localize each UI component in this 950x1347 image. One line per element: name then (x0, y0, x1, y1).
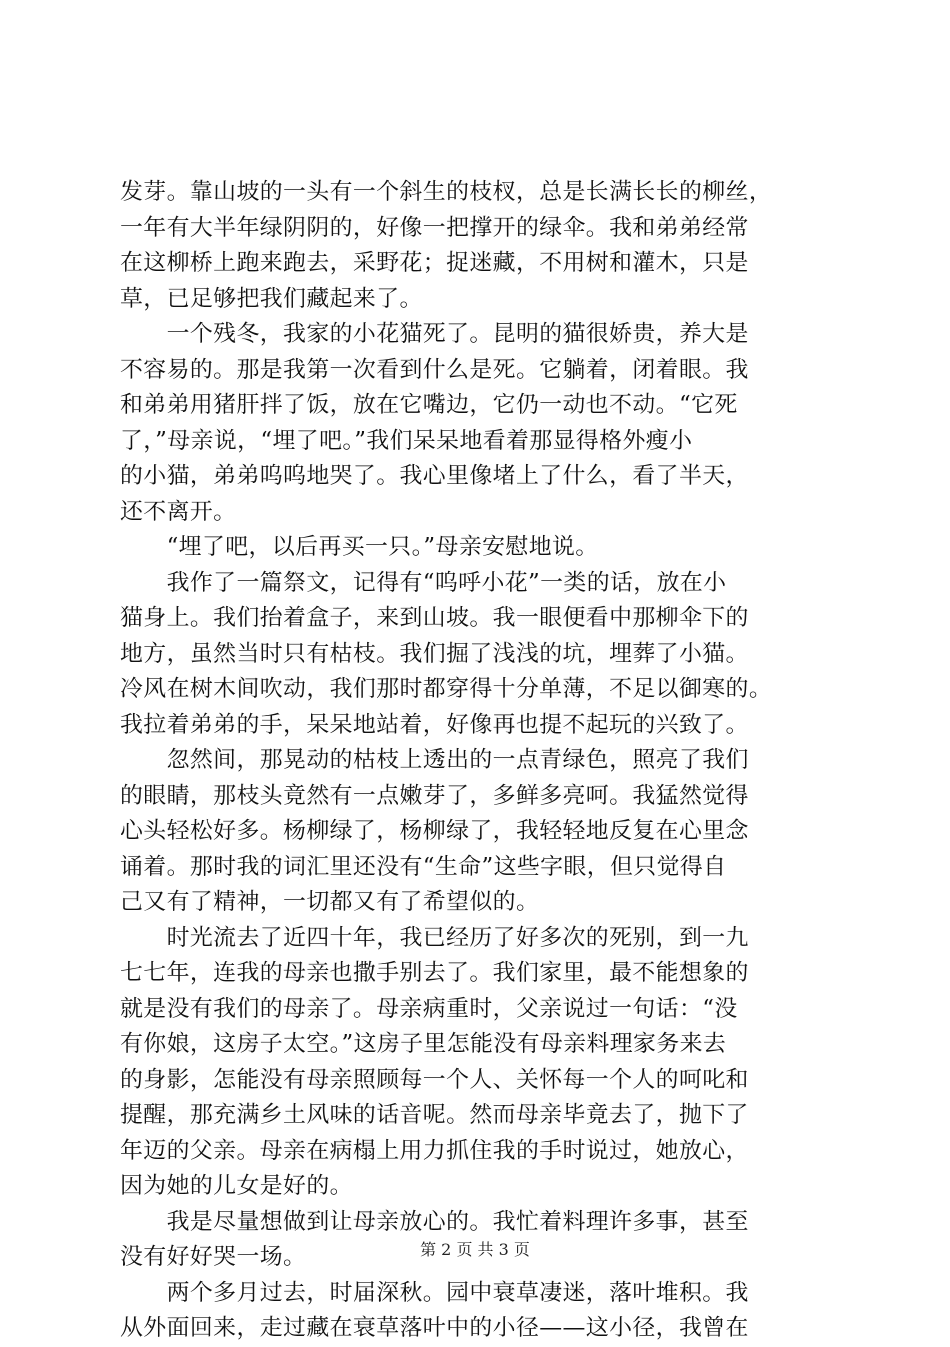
text-line: 和弟弟用猪肝拌了饭，放在它嘴边，它仍一动也不动。“它死 (120, 392, 738, 418)
text-line: 心头轻松好多。杨柳绿了，杨柳绿了，我轻轻地反复在心里念 (120, 818, 749, 844)
text-line: 地方，虽然当时只有枯枝。我们掘了浅浅的坑，埋葬了小猫。 (120, 640, 749, 667)
text-line: 从外面回来，走过藏在衰草落叶中的小径——这小径，我曾在 (120, 1315, 749, 1341)
text-line: 时光流去了近四十年，我已经历了好多次的死别，到一九 (120, 924, 749, 951)
body-text (120, 175, 835, 1347)
text-line: 一个残冬，我家的小花猫死了。昆明的猫很娇贵，养大是 (120, 321, 749, 347)
text-line: 不容易的。那是我第一次看到什么是死。它躺着，闭着眼。我 (120, 356, 749, 383)
text-line: 七七年，连我的母亲也撒手别去了。我们家里，最不能想象的 (120, 960, 749, 986)
text-line: 猫身上。我们抬着盒子，来到山坡。我一眼便看中那柳伞下的 (120, 605, 749, 631)
text-line: “埋了吧，以后再买一只。”母亲安慰地说。 (120, 534, 599, 560)
text-line: 就是没有我们的母亲了。母亲病重时，父亲说过一句话：“没 (120, 995, 738, 1022)
text-line: 因为她的儿女是好的。 (120, 1173, 353, 1199)
text-line: 提醒，那充满乡土风味的话音呢。然而母亲毕竟去了，抛下了 (120, 1102, 749, 1128)
text-line: 的小猫，弟弟呜呜地哭了。我心里像堵上了什么，看了半天， (120, 463, 749, 489)
text-line: 己又有了精神，一切都又有了希望似的。 (120, 889, 540, 915)
text-line: 在这柳桥上跑来跑去，采野花；捉迷藏，不用树和灌木，只是 (120, 250, 749, 276)
text-line: 草，已足够把我们藏起来了。 (120, 285, 423, 312)
text-line: 有你娘，这房子太空。”这房子里怎能没有母亲料理家务来去 (120, 1031, 727, 1057)
text-line: 我拉着弟弟的手，呆呆地站着，好像再也提不起玩的兴致了。 (120, 711, 749, 738)
text-line: 忽然间，那晃动的枯枝上透出的一点青绿色，照亮了我们 (120, 747, 749, 773)
text-line: 诵着。那时我的词汇里还没有“生命”这些字眼，但只觉得自 (120, 853, 727, 880)
text-line: 发芽。靠山坡的一头有一个斜生的枝杈，总是长满长长的柳丝， (120, 179, 773, 205)
text-line: 我作了一篇祭文，记得有“呜呼小花”一类的话，放在小 (120, 569, 727, 596)
text-line: 的身影，怎能没有母亲照顾每一个人、关怀每一个人的呵叱和 (120, 1066, 749, 1093)
text-line: 了，”母亲说，“埋了吧。”我们呆呆地看着那显得格外瘦小 (120, 427, 693, 454)
text-line: 我是尽量想做到让母亲放心的。我忙着料理许多事，甚至 (120, 1208, 749, 1235)
page-footer: 第 2 页 共 3 页 (420, 1240, 530, 1259)
text-line: 还不离开。 (120, 498, 237, 525)
text-line: 的眼睛，那枝头竟然有一点嫩芽了，多鲜多亮呵。我猛然觉得 (120, 782, 749, 809)
text-line: 冷风在树木间吹动，我们那时都穿得十分单薄，不足以御寒的。 (120, 676, 773, 702)
text-line: 年迈的父亲。母亲在病榻上用力抓住我的手时说过，她放心， (120, 1137, 749, 1164)
text-line: 一年有大半年绿阴阴的，好像一把撑开的绿伞。我和弟弟经常 (120, 214, 749, 241)
text-line: 没有好好哭一场。 (120, 1244, 307, 1270)
text-line: 两个多月过去，时届深秋。园中衰草凄迷，落叶堆积。我 (120, 1279, 749, 1306)
